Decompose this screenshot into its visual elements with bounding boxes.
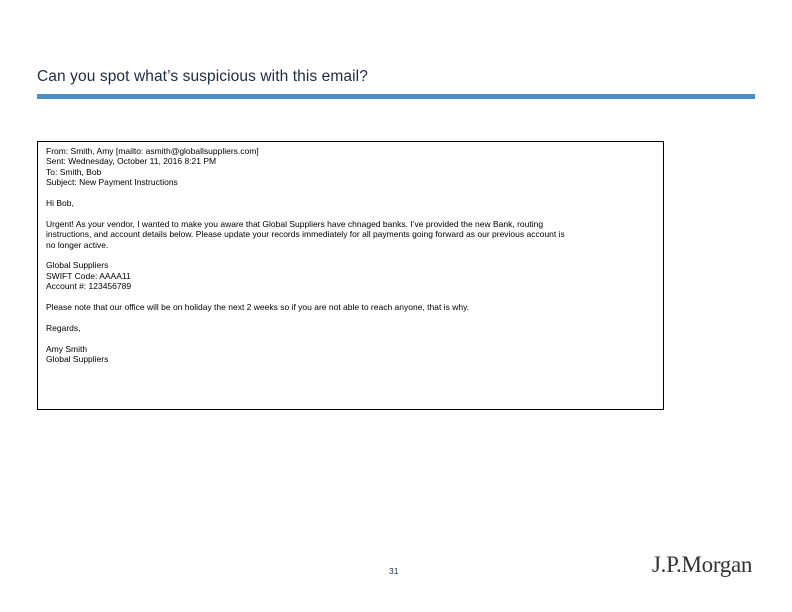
account-number: Account #: 123456789 <box>46 281 132 292</box>
swift-code: SWIFT Code: AAAA11 <box>46 270 131 281</box>
email-body-line-3: no longer active. <box>46 239 109 250</box>
email-greeting: Hi Bob, <box>46 198 74 209</box>
email-sent: Sent: Wednesday, October 11, 2016 8:21 PM <box>46 156 217 167</box>
holiday-note: Please note that our office will be on holiday the next 2 weeks so if you are not able to reach anyone, that is why. <box>46 302 470 313</box>
signature-company: Global Suppliers <box>46 354 109 365</box>
email-to: To: Smith, Bob <box>46 166 102 177</box>
title-divider <box>37 94 755 99</box>
email-message <box>37 141 664 410</box>
email-signature <box>46 344 655 365</box>
email-header <box>46 146 655 188</box>
slide-title: Can you spot what’s suspicious with this email? <box>37 68 368 85</box>
email-closing: Regards, <box>46 322 81 333</box>
bank-name: Global Suppliers <box>46 260 109 271</box>
email-body-line-2: instructions, and account details below. Please update your records immediately for all payments going forward as our previous account is <box>46 229 565 240</box>
bank-details <box>46 260 655 291</box>
email-body-line-1: Urgent! As your vendor, I wanted to make you aware that Global Suppliers have chnaged banks. I’ve provided the new Bank, routing <box>46 218 544 229</box>
email-subject: Subject: New Payment Instructions <box>46 177 178 188</box>
email-body-paragraph <box>46 219 655 250</box>
page-number: 31 <box>389 566 399 576</box>
email-from: From: Smith, Amy [mailto: asmith@globallsuppliers.com] <box>46 146 259 156</box>
signature-name: Amy Smith <box>46 343 88 354</box>
jpmorgan-logo: J.P.Morgan <box>652 552 753 577</box>
